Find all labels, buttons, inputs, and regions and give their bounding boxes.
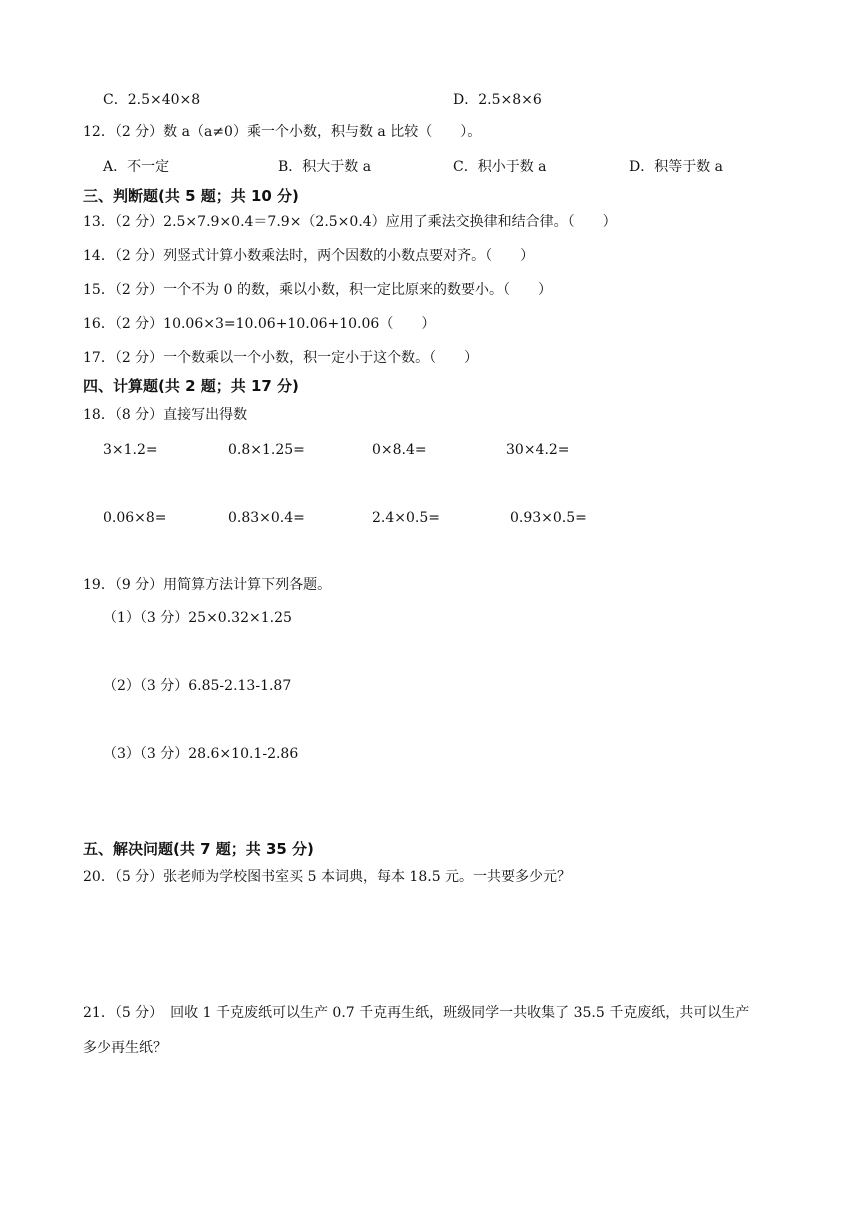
- calc-item: 0.8×1.25=: [228, 442, 305, 458]
- question-12: 12．（2 分）数 a（a≠0）乘一个小数，积与数 a 比较（ ）。: [83, 124, 482, 140]
- question-20: 20．（5 分）张老师为学校图书室买 5 本词典，每本 18.5 元。一共要多少元？: [83, 869, 572, 885]
- q12-option-b: B．积大于数 a: [278, 159, 372, 175]
- calc-item: 0×8.4=: [372, 442, 427, 458]
- calc-item: 0.83×0.4=: [228, 510, 305, 526]
- question-21-line-2: 多少再生纸？: [83, 1040, 167, 1056]
- question-13: 13．（2 分）2.5×7.9×0.4＝7.9×（2.5×0.4）应用了乘法交换律和结合律。（ ）: [83, 214, 617, 230]
- q12-option-c: C．积小于数 a: [453, 159, 547, 175]
- q19-part-2: （2）（3 分）6.85-2.13-1.87: [103, 678, 292, 694]
- q19-part-1: （1）（3 分）25×0.32×1.25: [103, 610, 292, 626]
- question-18: 18．（8 分）直接写出得数: [83, 407, 248, 423]
- question-19: 19．（9 分）用简算方法计算下列各题。: [83, 577, 332, 593]
- question-16: 16．（2 分）10.06×3=10.06+10.06+10.06（ ）: [83, 316, 436, 332]
- question-21-line-1: 21．（5 分） 回收 1 千克废纸可以生产 0.7 千克再生纸，班级同学一共收集了 35.5 千克废纸，共可以生产: [83, 1005, 750, 1021]
- section-5-title: 五、解决问题(共 7 题；共 35 分): [83, 840, 314, 858]
- q12-option-a: A．不一定: [103, 159, 170, 175]
- calc-item: 0.93×0.5=: [510, 510, 587, 526]
- option-c-prev: C．2.5×40×8: [103, 92, 201, 108]
- calc-item: 0.06×8=: [103, 510, 167, 526]
- q12-option-d: D．积等于数 a: [629, 159, 724, 175]
- question-17: 17．（2 分）一个数乘以一个小数，积一定小于这个数。（ ）: [83, 350, 479, 366]
- q19-part-3: （3）（3 分）28.6×10.1-2.86: [103, 746, 299, 762]
- calc-item: 2.4×0.5=: [372, 510, 440, 526]
- question-15: 15．（2 分）一个不为 0 的数，乘以小数，积一定比原来的数要小。（ ）: [83, 282, 552, 298]
- calc-item: 30×4.2=: [506, 442, 570, 458]
- option-d-prev: D．2.5×8×6: [453, 92, 542, 108]
- calc-item: 3×1.2=: [103, 442, 158, 458]
- section-3-title: 三、判断题(共 5 题；共 10 分): [83, 187, 299, 205]
- section-4-title: 四、计算题(共 2 题；共 17 分): [83, 377, 299, 395]
- question-14: 14．（2 分）列竖式计算小数乘法时，两个因数的小数点要对齐。（ ）: [83, 248, 535, 264]
